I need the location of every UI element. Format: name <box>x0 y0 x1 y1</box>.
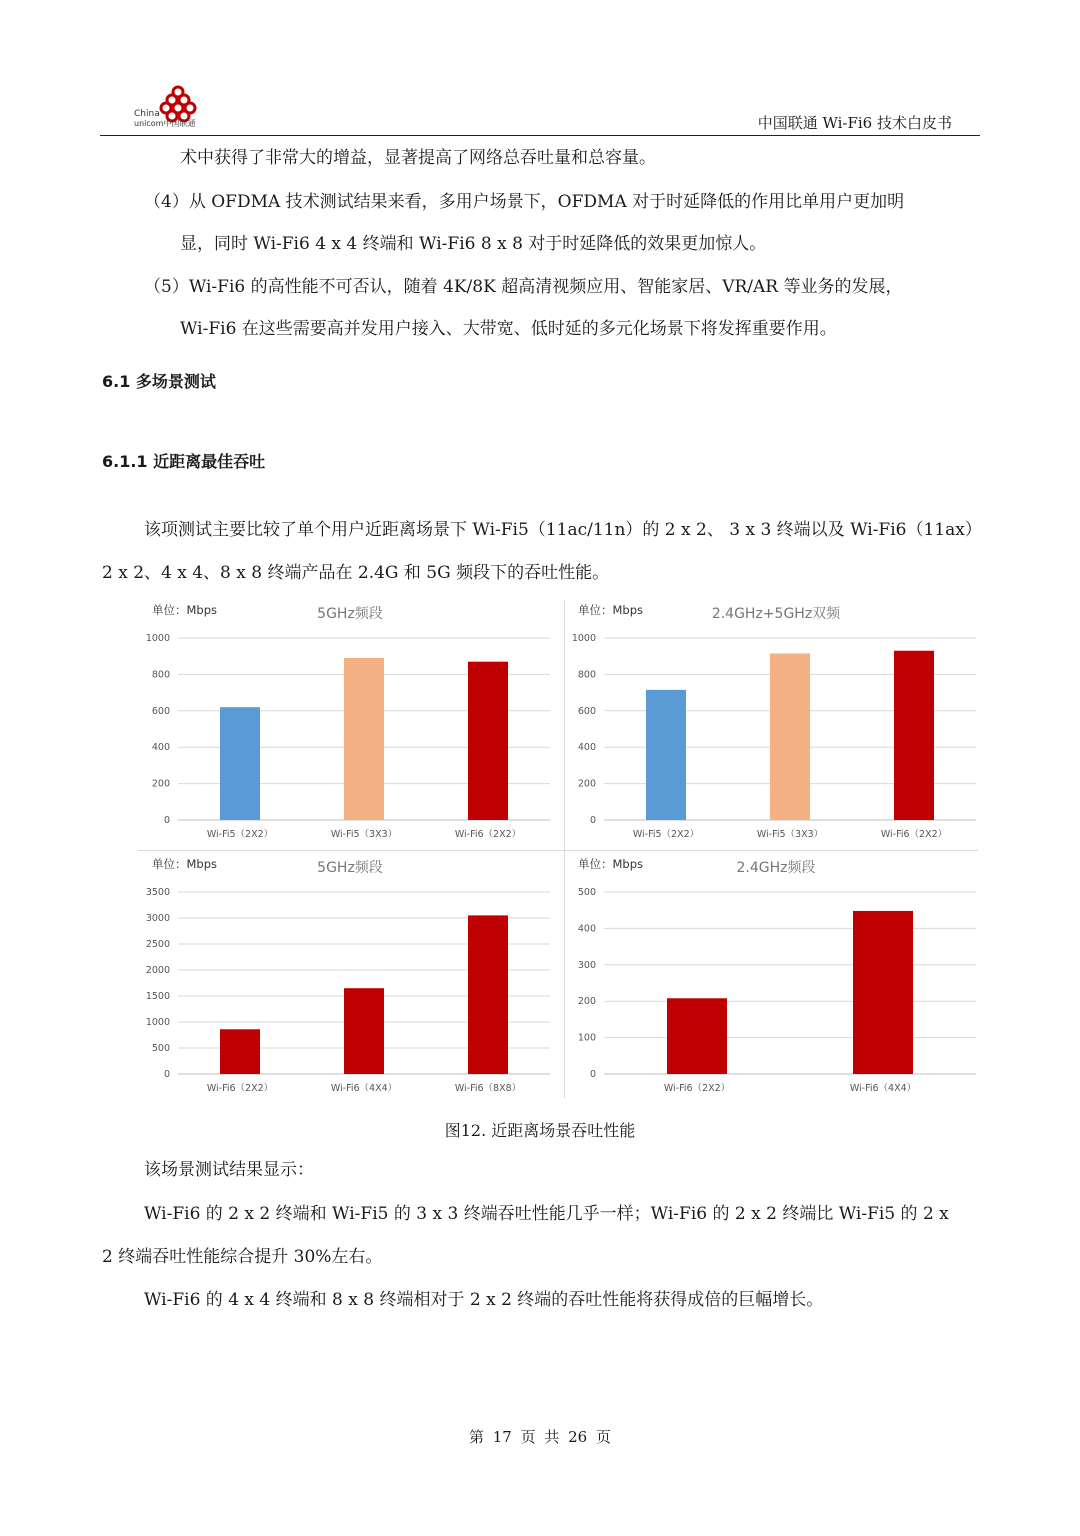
x-category-label: Wi-Fi6（4X4） <box>330 1083 398 1094</box>
unicom-knot-icon <box>132 82 222 130</box>
chart-unit-label: 单位：Mbps <box>578 603 644 617</box>
chart-unit-label: 单位：Mbps <box>152 603 218 617</box>
x-category-label: Wi-Fi5（2X2） <box>206 829 274 840</box>
y-tick-label: 300 <box>577 959 596 971</box>
bar <box>344 658 384 820</box>
china-unicom-logo <box>132 82 222 130</box>
y-tick-label: 1000 <box>571 633 596 644</box>
x-category-label: Wi-Fi5（3X3） <box>756 829 824 840</box>
bar-chart-5ghz-wifi5-vs-wifi6 <box>138 598 558 848</box>
y-tick-label: 600 <box>151 705 170 717</box>
y-tick-label: 200 <box>577 996 596 1008</box>
x-category-label: Wi-Fi6（2X2） <box>454 829 522 840</box>
section-heading-6-1: 6.1 多场景测试 <box>102 372 216 391</box>
x-category-label: Wi-Fi6（2X2） <box>663 1083 731 1094</box>
y-tick-label: 1000 <box>145 633 170 644</box>
intro-line2: 2 x 2、4 x 4、8 x 8 终端产品在 2.4G 和 5G 频段下的吞吐性能。 <box>102 563 610 583</box>
y-tick-label: 1000 <box>145 1017 170 1028</box>
x-category-label: Wi-Fi6（8X8） <box>454 1083 522 1094</box>
x-category-label: Wi-Fi5（3X3） <box>330 829 398 840</box>
y-tick-label: 400 <box>577 742 596 754</box>
chart-unit-label: 单位：Mbps <box>152 857 218 871</box>
x-category-label: Wi-Fi6（4X4） <box>849 1083 917 1094</box>
y-tick-label: 2500 <box>145 939 170 950</box>
results-intro: 该场景测试结果显示： <box>144 1160 314 1180</box>
y-tick-label: 200 <box>577 778 596 790</box>
bar <box>667 998 727 1074</box>
bar <box>646 690 686 820</box>
x-category-label: Wi-Fi6（2X2） <box>206 1083 274 1094</box>
chart-panel-2 <box>564 598 984 848</box>
header-divider <box>100 135 980 136</box>
intro-line1: 该项测试主要比较了单个用户近距离场景下 Wi-Fi5（11ac/11n）的 2 x 2、 3 x 3 终端以及 Wi-Fi6（11ax） <box>144 520 982 540</box>
y-tick-label: 500 <box>151 1043 170 1054</box>
chart-panel-1 <box>138 598 558 848</box>
y-tick-label: 2000 <box>145 965 170 976</box>
results-line2: 2 终端吞吐性能综合提升 30%左右。 <box>102 1247 383 1267</box>
logo-text-unicom: unicom中国联通 <box>134 119 196 128</box>
bar-chart-2-4ghz-wifi6-streams <box>564 852 984 1102</box>
figure-caption: 图12. 近距离场景吞吐性能 <box>444 1121 636 1140</box>
y-tick-label: 200 <box>151 778 170 790</box>
y-tick-label: 3000 <box>145 913 170 924</box>
results-line1: Wi-Fi6 的 2 x 2 终端和 Wi-Fi5 的 3 x 3 终端吞吐性能几乎一样；Wi-Fi6 的 2 x 2 终端比 Wi-Fi5 的 2 x <box>144 1204 949 1224</box>
y-tick-label: 800 <box>151 669 170 681</box>
chart-panel-4 <box>564 852 984 1102</box>
y-tick-label: 400 <box>577 923 596 935</box>
x-category-label: Wi-Fi6（2X2） <box>880 829 948 840</box>
chart-panel-3 <box>138 852 558 1102</box>
bar-chart-dualband-wifi5-vs-wifi6 <box>564 598 984 848</box>
paragraph-item-5-line2: Wi-Fi6 在这些需要高并发用户接入、大带宽、低时延的多元化场景下将发挥重要作用。 <box>180 319 837 339</box>
bar <box>344 988 384 1074</box>
chart-title: 2.4GHz+5GHz双频 <box>711 606 841 622</box>
y-tick-label: 600 <box>577 705 596 717</box>
x-category-label: Wi-Fi5（2X2） <box>632 829 700 840</box>
bar <box>894 651 934 820</box>
chart-grid-divider-horizontal <box>138 850 978 851</box>
paragraph-item-4-line2: 显，同时 Wi-Fi6 4 x 4 终端和 Wi-Fi6 8 x 8 对于时延降低的效果更加惊人。 <box>180 234 767 254</box>
y-tick-label: 0 <box>163 1069 170 1080</box>
chart-title: 5GHz频段 <box>317 860 383 876</box>
y-tick-label: 500 <box>577 887 596 898</box>
y-tick-label: 1500 <box>145 991 170 1002</box>
y-tick-label: 0 <box>589 815 596 826</box>
y-tick-label: 100 <box>577 1032 596 1044</box>
paragraph-item-4-line1: （4）从 OFDMA 技术测试结果来看，多用户场景下，OFDMA 对于时延降低的作用比单用户更加明 <box>144 192 905 212</box>
document-title: 中国联通 Wi-Fi6 技术白皮书 <box>757 114 952 132</box>
page-footer: 第 17 页 共 26 页 <box>468 1428 611 1446</box>
logo-text-china: China <box>134 109 160 119</box>
paragraph-item-5-line1: （5）Wi-Fi6 的高性能不可否认，随着 4K/8K 超高清视频应用、智能家居、VR/AR 等业务的发展， <box>144 277 903 297</box>
results-line3: Wi-Fi6 的 4 x 4 终端和 8 x 8 终端相对于 2 x 2 终端的吞吐性能将获得成倍的巨幅增长。 <box>144 1290 824 1310</box>
chart-title: 5GHz频段 <box>317 606 383 622</box>
page-header <box>100 78 980 138</box>
y-tick-label: 0 <box>589 1069 596 1080</box>
section-heading-6-1-1: 6.1.1 近距离最佳吞吐 <box>102 452 266 471</box>
chart-title: 2.4GHz频段 <box>736 860 816 876</box>
bar-chart-5ghz-wifi6-streams <box>138 852 558 1102</box>
bar <box>770 653 810 820</box>
bar <box>220 707 260 820</box>
paragraph-continuation: 术中获得了非常大的增益，显著提高了网络总吞吐量和总容量。 <box>180 148 656 168</box>
chart-unit-label: 单位：Mbps <box>578 857 644 871</box>
bar <box>468 915 508 1074</box>
y-tick-label: 3500 <box>145 887 170 898</box>
y-tick-label: 400 <box>151 742 170 754</box>
bar <box>220 1029 260 1074</box>
y-tick-label: 800 <box>577 669 596 681</box>
y-tick-label: 0 <box>163 815 170 826</box>
bar <box>468 662 508 820</box>
bar <box>853 911 913 1074</box>
